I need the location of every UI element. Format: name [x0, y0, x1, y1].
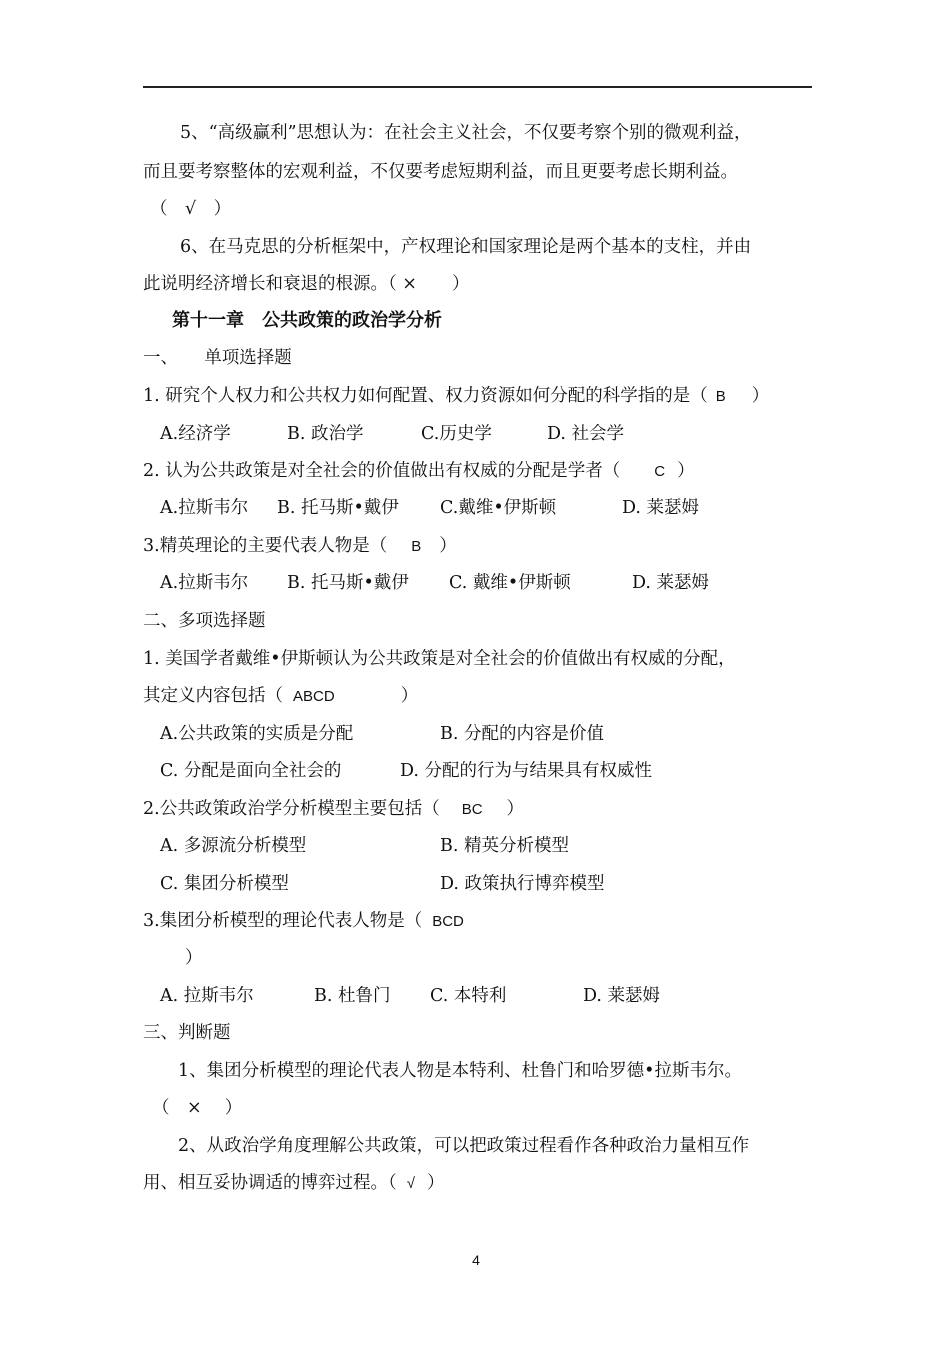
option: B. 精英分析模型: [440, 836, 569, 856]
s2-q2-answer: BC: [461, 801, 483, 818]
option: C. 集团分析模型: [160, 874, 289, 894]
option: C. 戴维•伊斯顿: [449, 573, 571, 593]
s1-q3-text: 3.精英理论的主要代表人物是（: [143, 536, 388, 556]
option: C. 本特利: [430, 986, 507, 1006]
s3-q1-answer: （ × ）: [152, 1098, 243, 1118]
header-rule: [143, 86, 812, 88]
s2-q3-answer: BCD: [432, 913, 464, 930]
judgment-q5-line1: 5、“高级赢利”思想认为：在社会主义社会，不仅要考察个别的微观利益，: [180, 123, 752, 143]
judgment-q5-answer: （ √ ）: [150, 199, 232, 219]
s1-q1-answer: B: [715, 388, 726, 405]
option: A.拉斯韦尔: [160, 573, 249, 593]
s2-q3-close: ）: [185, 948, 203, 968]
s3-question-2: [143, 1171, 444, 1196]
option: D. 分配的行为与结果具有权威性: [400, 761, 653, 781]
option: A.拉斯韦尔: [160, 498, 249, 518]
option: D. 莱瑟姆: [632, 573, 710, 593]
option: B. 托马斯•戴伊: [287, 573, 409, 593]
section1-heading: 一、 单项选择题: [143, 348, 292, 368]
s3-q2-text: 用、相互妥协调适的博弈过程。（: [143, 1173, 397, 1193]
judgment-q6-line1: 6、在马克思的分析框架中，产权理论和国家理论是两个基本的支柱，并由: [180, 237, 752, 257]
s1-q2-close: ）: [677, 461, 695, 481]
s1-q1-text: 1. 研究个人权力和公共权力如何配置、权力资源如何分配的科学指的是（: [143, 386, 708, 406]
option: C.戴维•伊斯顿: [440, 498, 557, 518]
s2-q1-line1: 1. 美国学者戴维•伊斯顿认为公共政策是对全社会的价值做出有权威的分配，: [143, 649, 736, 669]
s2-question-2: [143, 797, 524, 822]
option: D. 政策执行博弈模型: [440, 874, 605, 894]
s2-q1-text: 其定义内容包括（: [143, 686, 283, 706]
s1-q3-answer: B: [411, 538, 422, 555]
option: B. 杜鲁门: [314, 986, 391, 1006]
option: A. 多源流分析模型: [160, 836, 307, 856]
option: A. 拉斯韦尔: [160, 986, 254, 1006]
s2-question-1: [143, 684, 418, 709]
option: B. 政治学: [287, 424, 364, 444]
s2-question-3: [143, 909, 464, 934]
option: C.历史学: [421, 424, 492, 444]
judgment-q6-line2: 此说明经济增长和衰退的根源。（ × ）: [143, 274, 470, 294]
s1-question-3: [143, 534, 457, 559]
s1-question-1: [143, 384, 769, 409]
page-number: 4: [472, 1252, 480, 1268]
option: C. 分配是面向全社会的: [160, 761, 342, 781]
s1-q2-text: 2. 认为公共政策是对全社会的价值做出有权威的分配是学者（: [143, 461, 621, 481]
s1-q3-close: ）: [439, 536, 457, 556]
judgment-q5-line2: 而且要考察整体的宏观利益，不仅要考虑短期利益，而且更要考虑长期利益。: [143, 162, 738, 182]
s1-q2-answer: C: [654, 463, 666, 480]
chapter-title: 第十一章 公共政策的政治学分析: [172, 310, 442, 331]
option: D. 莱瑟姆: [583, 986, 661, 1006]
s2-q1-close: ）: [400, 686, 419, 706]
s3-q2-answer: √: [406, 1175, 415, 1192]
section2-heading: 二、多项选择题: [143, 611, 266, 631]
s2-q3-text: 3.集团分析模型的理论代表人物是（: [143, 911, 423, 931]
section3-heading: 三、判断题: [143, 1023, 231, 1043]
s1-question-2: [143, 459, 695, 484]
s2-q2-close: ）: [506, 799, 525, 819]
s3-q2-line1: 2、从政治学角度理解公共政策，可以把政策过程看作各种政治力量相互作: [178, 1136, 750, 1156]
option: B. 分配的内容是价值: [440, 724, 604, 744]
s2-q1-answer: ABCD: [293, 688, 335, 705]
option: D. 社会学: [547, 424, 625, 444]
option: B. 托马斯•戴伊: [277, 498, 399, 518]
option: D. 莱瑟姆: [622, 498, 700, 518]
option: A.经济学: [160, 424, 231, 444]
s3-q2-close: ）: [426, 1173, 445, 1193]
s1-q1-close: ）: [751, 386, 770, 406]
option: A.公共政策的实质是分配: [160, 724, 354, 744]
s3-q1-line1: 1、集团分析模型的理论代表人物是本特利、杜鲁门和哈罗德•拉斯韦尔。: [178, 1061, 742, 1081]
s2-q2-text: 2.公共政策政治学分析模型主要包括（: [143, 799, 440, 819]
